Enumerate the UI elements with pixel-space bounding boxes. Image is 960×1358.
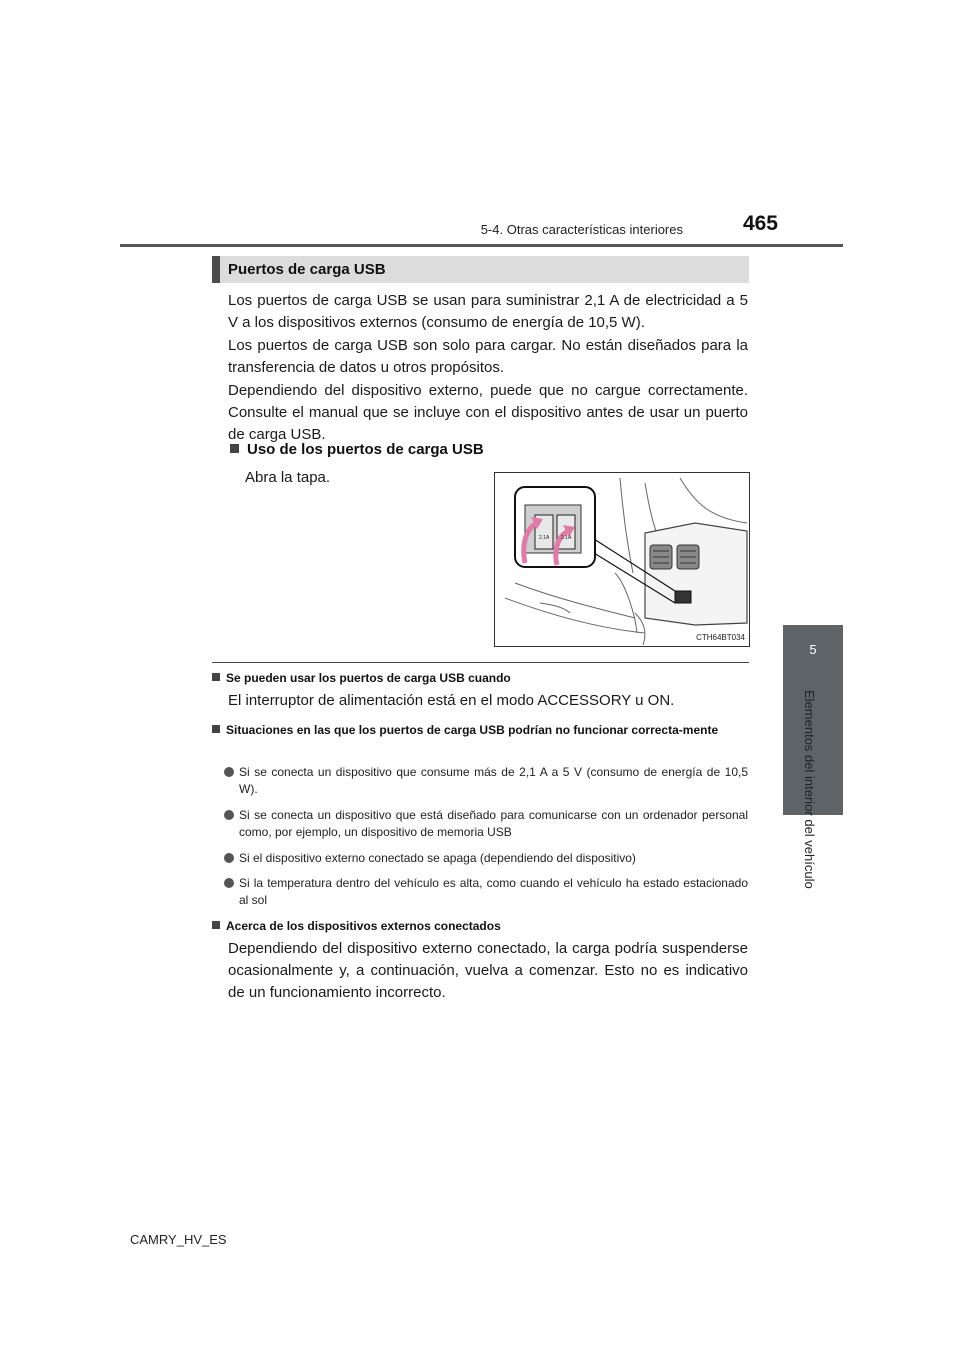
section-divider: [212, 662, 749, 663]
port-label: 2.1A: [561, 535, 572, 541]
note-heading: [212, 670, 748, 687]
note-heading-text: Acerca de los dispositivos externos conectados: [226, 919, 501, 933]
bullet-icon: [224, 878, 234, 888]
square-bullet-icon: [212, 725, 220, 733]
bullet-icon: [224, 767, 234, 777]
note-heading-text: Se pueden usar los puertos de carga USB cuando: [226, 671, 511, 685]
instruction-step: Abra la tapa.: [245, 469, 331, 486]
chapter-title: Elementos del interior del vehículo: [802, 690, 817, 889]
figure-code: CTH64BT034: [696, 633, 745, 642]
list-item-text: Si el dispositivo externo conectado se apaga (dependiendo del dispositivo): [239, 851, 636, 865]
subheading-text: Uso de los puertos de carga USB: [247, 441, 484, 458]
paragraph: Los puertos de carga USB son solo para cargar. No están diseñados para la transferencia de datos u otros propósitos.: [228, 336, 748, 377]
usb-port-figure: [494, 472, 750, 647]
list-item-text: Si se conecta un dispositivo que está diseñado para comunicarse con un ordenador personal como, por ejemplo, un dispositivo de memoria USB: [239, 808, 748, 839]
list-item-text: Si se conecta un dispositivo que consume más de 2,1 A a 5 V (consumo de energía de 10,5 W).: [239, 765, 748, 796]
square-bullet-icon: [212, 921, 220, 929]
usb-port-illustration: [495, 473, 749, 646]
note-text: El interruptor de alimentación está en el modo ACCESSORY u ON.: [228, 692, 675, 709]
list-item: [224, 764, 748, 798]
port-label: 2.1A: [539, 535, 550, 541]
section-heading: Puertos de carga USB: [212, 256, 749, 283]
header-section-title: 5-4. Otras características interiores: [480, 222, 683, 237]
note-heading: [212, 722, 748, 739]
note-text: Dependiendo del dispositivo externo conectado, la carga podría suspenderse ocasionalmente y, a continuación, vuelva a comenzar. Esto no es indicativo de un funcionamiento incorrecto.: [228, 940, 748, 1001]
page-number: 465: [742, 212, 778, 235]
chapter-number: 5: [809, 642, 817, 657]
model-code: CAMRY_HV_ES: [130, 1232, 227, 1247]
list-item-text: Si la temperatura dentro del vehículo es alta, como cuando el vehículo ha estado estacionado al sol: [239, 876, 748, 907]
square-bullet-icon: [212, 673, 220, 681]
list-item: [224, 875, 748, 909]
square-bullet-icon: [230, 444, 239, 453]
note-heading: [212, 918, 748, 935]
bullet-icon: [224, 810, 234, 820]
list-item: [224, 850, 748, 867]
note-heading-text: Situaciones en las que los puertos de carga USB podrían no funcionar correcta-mente: [226, 723, 719, 737]
subheading: [230, 441, 484, 458]
bullet-icon: [224, 853, 234, 863]
section-body: [228, 290, 748, 447]
paragraph: Dependiendo del dispositivo externo, puede que no cargue correctamente. Consulte el manual que se incluye con el dispositivo antes de usar un puerto de carga USB.: [228, 381, 748, 444]
list-item: [224, 807, 748, 841]
header-rule: [120, 244, 843, 247]
chapter-tab: [783, 625, 843, 685]
paragraph: Los puertos de carga USB se usan para suministrar 2,1 A de electricidad a 5 V a los dispositivos externos (consumo de energía de 10,5 W).: [228, 292, 748, 332]
